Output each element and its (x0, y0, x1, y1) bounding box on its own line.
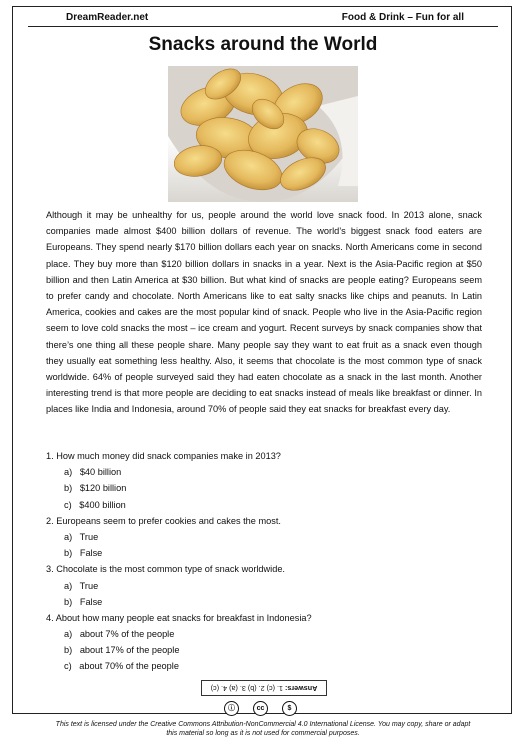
answer-key (201, 680, 327, 696)
question-1-option-c: c) $400 billion (64, 499, 126, 510)
question-1: 1. How much money did snack companies make in 2013? (46, 451, 281, 461)
site-name: DreamReader.net (66, 12, 149, 23)
question-3: 3. Chocolate is the most common type of snack worldwide. (46, 564, 285, 575)
header-divider (28, 26, 498, 27)
answer-key-text: 1. (c) 2. (b) 3. (a) 4. (c) (210, 684, 283, 693)
creative-commons-icon: cc (253, 701, 268, 716)
reading-passage: Although it may be unhealthy for us, people around the world love snack food. In 2013 alone, snack companies made almost $400 billion dollars of revenue. The world’s biggest snack food eaters are Europeans. They spend nearly $170 billion dollars each year on snacks. North Americans come in second place. They buy more than $120 billion dollars in snacks in a year. Next is the Asia-Pacific region at $50 billion and then Latin America at $30 billion. But what kind of snacks are people eating? Europeans seem to prefer candy and chocolate. North Americans like to eat salty snacks like chips and peanuts. In Latin America, cookies and cakes are the most popular kind of snack. People who live in the Asia-Pacific region seem to love cold snacks the most – ice cream and yogurt. Recent surveys by snack companies show that there’s one thing all these people share. Many people say they want to eat fruit as a snack even though they usually eat something less healthy. Also, it seems that chocolate is the most common type of snack worldwide. 64% of people surveyed said they had eaten chocolate as a snack in the last month. Another interesting trend is that more people are deciding to eat snacks instead of meals like breakfast or dinner. In places like India and Indonesia, around 70% of people said they eat snacks for breakfast every day. (46, 210, 482, 415)
answer-key-label: Answers: (284, 684, 318, 693)
section-label: Food & Drink – Fun for all (341, 12, 464, 23)
question-2-option-a: a) True (64, 531, 99, 542)
question-4: 4. About how many people eat snacks for breakfast in Indonesia? (46, 612, 312, 623)
question-3-option-b: b) False (64, 596, 103, 607)
license-line-2: this material so long as it is not used for commercial purposes. (166, 730, 360, 737)
question-4-option-a: a) about 7% of the people (64, 629, 175, 640)
question-4-option-b: b) about 17% of the people (64, 645, 180, 656)
license-line-1: This text is licensed under the Creative Commons Attribution-NonCommercial 4.0 International License. You may copy, share or adapt (55, 721, 471, 728)
non-commercial-icon: $ (282, 701, 297, 716)
question-1-option-b: b) $120 billion (64, 483, 127, 494)
attribution-icon: ⓘ (224, 701, 239, 716)
question-3-option-a: a) True (64, 580, 99, 591)
question-list (46, 448, 466, 675)
question-4-option-c: c) about 70% of the people (64, 661, 179, 672)
question-2-option-b: b) False (64, 548, 103, 559)
page-title: Snacks around the World (148, 34, 378, 55)
potato-chips-photo (168, 66, 358, 202)
question-2: 2. Europeans seem to prefer cookies and cakes the most. (46, 515, 281, 526)
license-footer (0, 720, 526, 738)
question-1-option-a: a) $40 billion (64, 467, 122, 478)
